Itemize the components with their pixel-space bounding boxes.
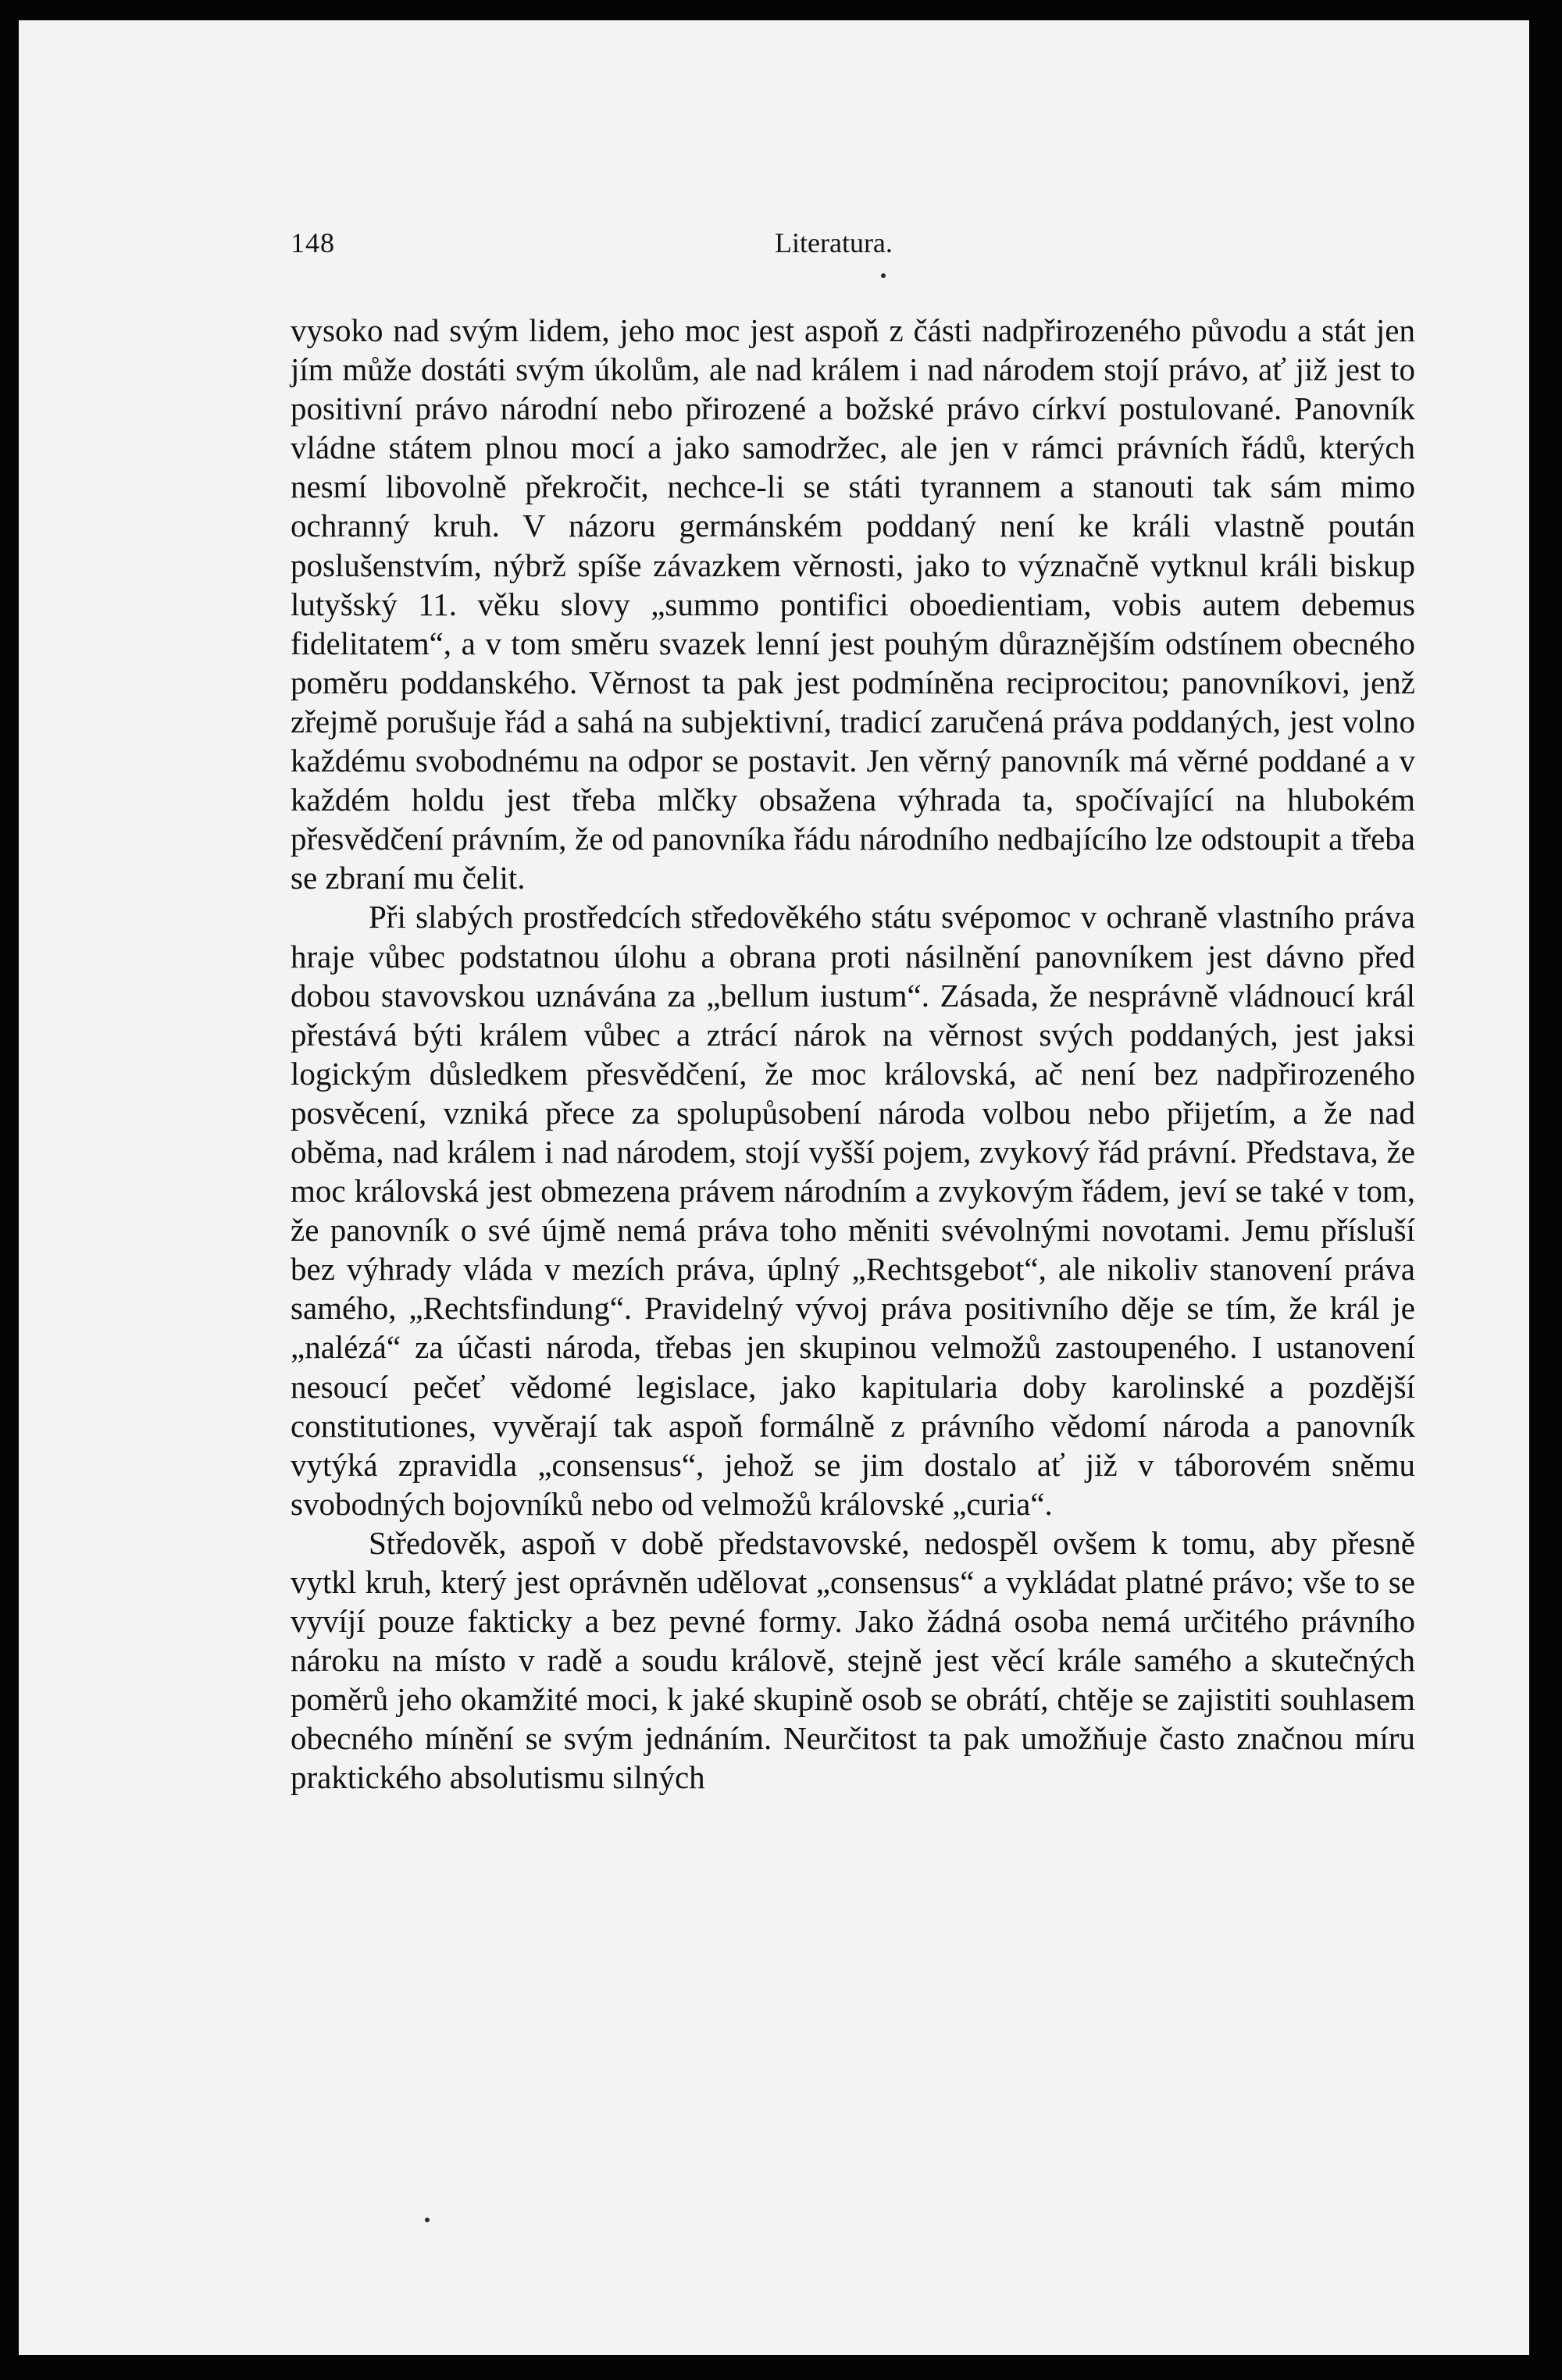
paragraph-1: vysoko nad svým lidem, jeho moc jest aspoň z části nadpřirozeného původu a stát jen jím může dostáti svým úkolům, ale nad králem i nad národem stojí právo, ať již jest to positivní právo národní nebo přirozené a božské právo církví postulované. Panovník vládne státem plnou mocí a jako samodržec, ale jen v rámci právních řádů, kterých nesmí libovolně překročit, nechce-li se státi tyrannem a stanouti tak sám mimo ochranný kruh. V názoru germánském poddaný není ke králi vlastně poután poslušenstvím, nýbrž spíše závazkem věrnosti, jako to význačně vytknul králi biskup lutyšský 11. věku slovy „summo pontifici oboedientiam, vobis autem debemus fidelitatem“, a v tom směru svazek lenní jest pouhým důraznějším odstínem obecného poměru poddanského. Věrnost ta pak jest podmíněna reciprocitou; panovníkovi, jenž zřejmě porušuje řád a sahá na subjektivní, tradicí zaručená práva poddaných, jest volno každému svobodnému na odpor se postavit. Jen věrný panovník má věrné poddané a v každém holdu jest třeba mlčky obsažena výhrada ta, spočívající na hlubokém přesvědčení právním, že od panovníka řádu národního nedbajícího lze odstoupit a třeba se zbraní mu čelit. [291, 312, 1415, 896]
paragraph-3: Středověk, aspoň v době představovské, nedospěl ovšem k tomu, aby přesně vytkl kruh, který jest oprávněn udělovat „consensus“ a vykládat platné právo; vše to se vyvíjí pouze fakticky a bez pevné formy. Jako žádná osoba nemá určitého právního nároku na místo v radě a soudu královĕ, stejně jest věcí krále samého a skutečných poměrů jeho okamžité moci, k jaké skupině osob se obrátí, chtěje se zajistiti souhlasem obecného mínění se svým jednáním. Neurčitost ta pak umožňuje často značnou míru praktického absolutismu silných [291, 1524, 1415, 1796]
body-text [291, 311, 1415, 1797]
page-number: 148 [291, 227, 335, 258]
running-head [291, 226, 1415, 273]
running-title: Literatura. [775, 227, 893, 258]
paragraph-2: Při slabých prostředcích středověkého státu svépomoc v ochraně vlastního práva hraje vůbec podstatnou úlohu a obrana proti násilnění panovníkem jest dávno před dobou stavovskou uznávána za „bellum iustum“. Zásada, že nesprávně vládnoucí král přestává býti králem vůbec a ztrácí nárok na věrnost svých poddaných, jest jaksi logickým důsledkem přesvědčení, že moc královská, ač není bez nadpřirozeného posvěcení, vzniká přece za spolupůsobení národa volbou nebo přijetím, a že nad oběma, nad králem i nad národem, stojí vyšší pojem, zvykový řád právní. Představa, že moc královská jest obmezena právem národním a zvykovým řádem, jeví se také v tom, že panovník o své újmě nemá práva toho měniti svévolnými novotami. Jemu přísluší bez výhrady vláda v mezích práva, úplný „Rechtsgebot“, ale nikoliv stanovení práva samého, „Rechtsfindung“. Pravidelný vývoj práva positivního děje se tím, že král je „nalézá“ za účasti národa, třebas jen skupinou velmožů zastoupeného. I ustanovení nesoucí pečeť vědomé legislace, jako kapitularia doby karolinské a pozdější constitutiones, vyvěrají tak aspoň formálně z právního vědomí národa a panovník vytýká zpravidla „consensus“, jehož se jim dostalo ať již v táborovém sněmu svobodných bojovníků nebo od velmožů královské „curia“. [291, 899, 1415, 1522]
speck-mark [881, 273, 886, 278]
speck-mark [425, 2218, 430, 2222]
